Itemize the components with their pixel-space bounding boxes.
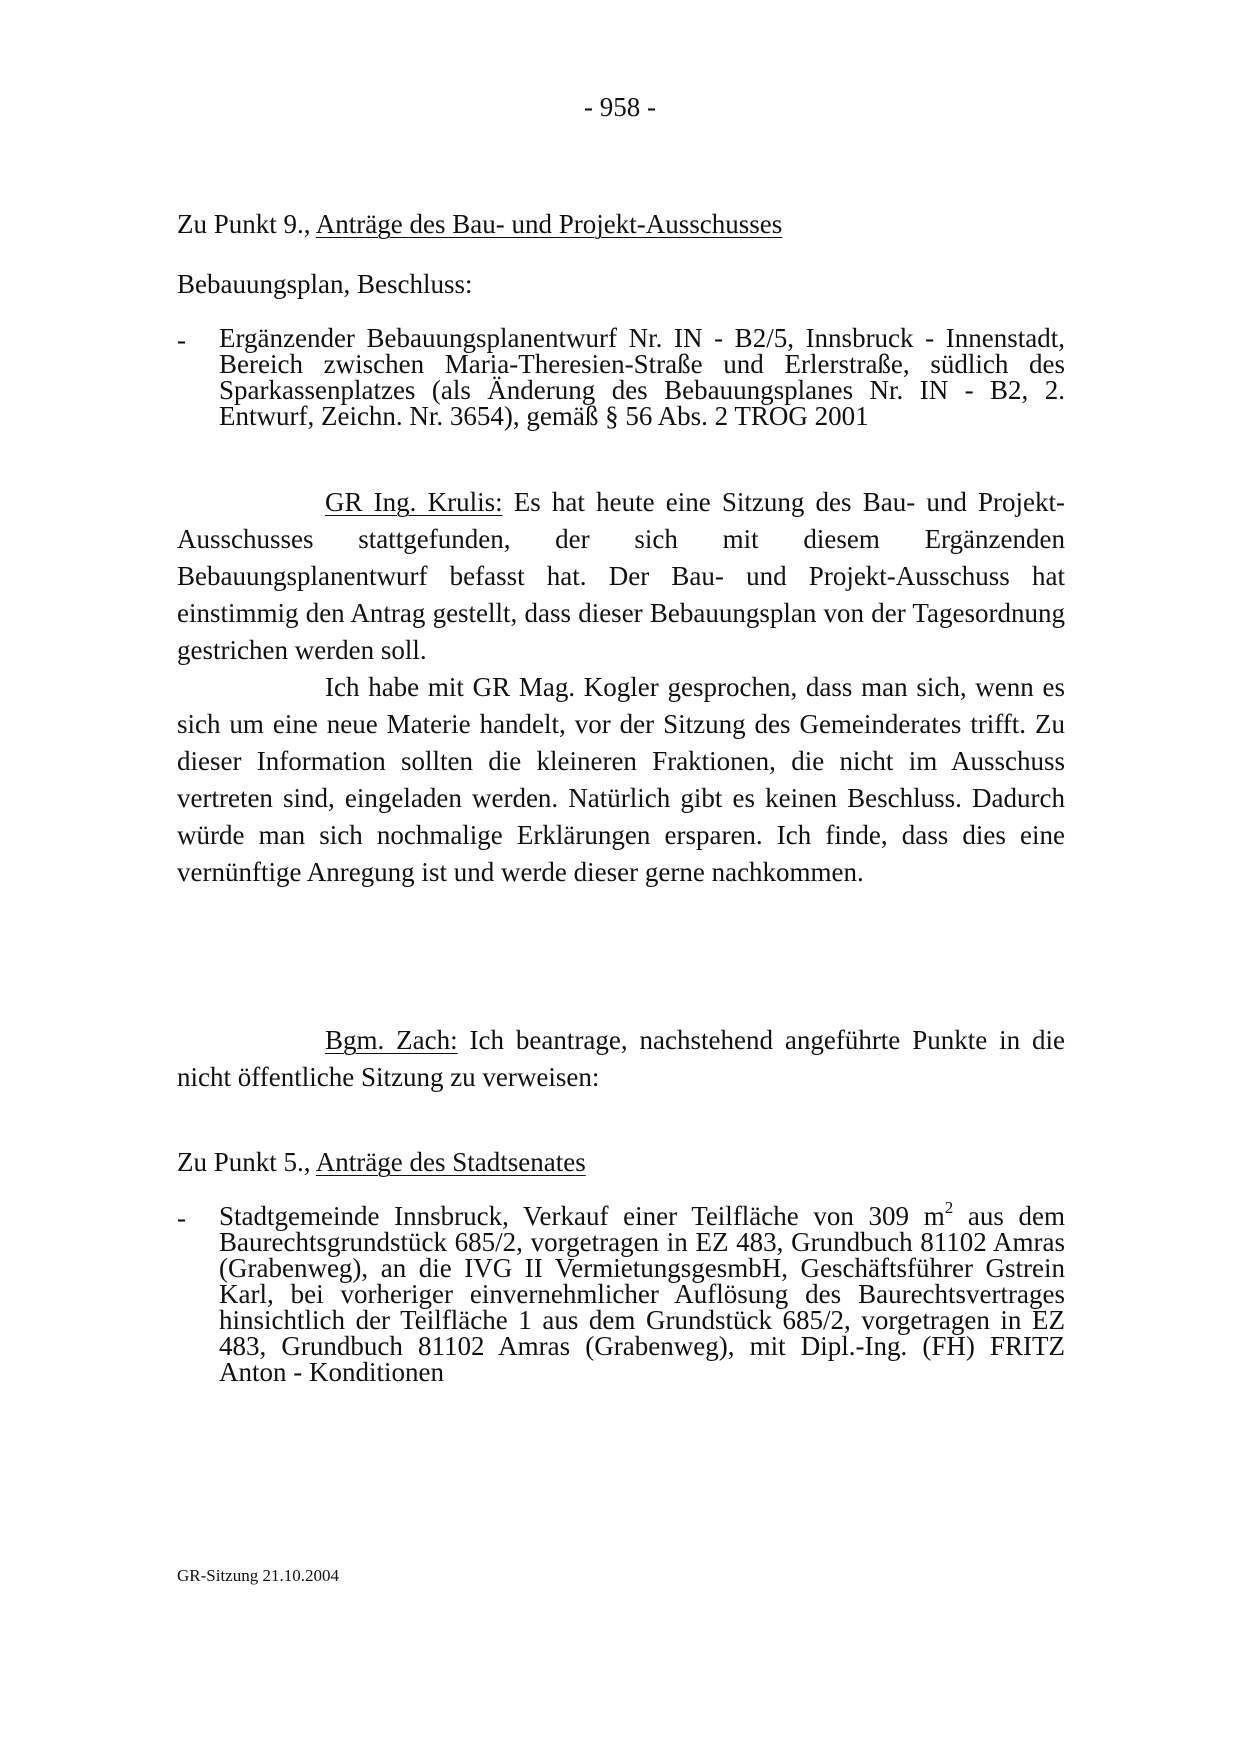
- speech-krulis-paragraph-2: [177, 669, 1065, 891]
- page-number: - 958 -: [584, 92, 656, 122]
- section-heading-punkt-5: [177, 1144, 586, 1180]
- superscript-2: 2: [944, 1198, 954, 1217]
- subheading-bebauungsplan: Bebauungsplan, Beschluss:: [177, 269, 473, 299]
- speaker-zach: Bgm. Zach:: [325, 1025, 458, 1055]
- bullet-text-part-a: Stadtgemeinde Innsbruck, Verkauf einer Teilfläche von 309 m: [219, 1201, 945, 1231]
- speech-zach-text: Ich beantrage, nachstehend angeführte Punkte in die nicht öffentliche Sitzung zu verweisen:: [177, 1025, 1065, 1092]
- speech-krulis-text: Es hat heute eine Sitzung des Bau- und Projekt-Ausschusses stattgefunden, der sich mit diesem Ergänzenden Bebauungsplanentwurf befasst hat. Der Bau- und Projekt-Ausschuss hat einstimmig den Antrag gestellt, dass dieser Bebauungsplan von der Tagesordnung gestrichen werden soll.: [177, 487, 1066, 665]
- bullet-dash: -: [177, 325, 186, 355]
- section-heading-punkt-9: [177, 206, 782, 242]
- speech-zach: [177, 1022, 1065, 1096]
- section-heading-title: Anträge des Bau- und Projekt-Ausschusses: [315, 209, 783, 239]
- speech-krulis-text-2: Ich habe mit GR Mag. Kogler gesprochen, dass man sich, wenn es sich um eine neue Materie handelt, vor der Sitzung des Gemeinderates trifft. Zu dieser Information sollten die kleineren Fraktionen, die nicht im Ausschuss vertreten sind, eingeladen werden. Natürlich gibt es keinen Beschluss. Dadurch würde man sich nochmalige Erklärungen ersparen. Ich finde, dass dies eine vernünftige Anregung ist und werde dieser gerne nachkommen.: [177, 672, 1065, 887]
- bullet-item-verkauf-teilflaeche: [177, 1198, 1065, 1387]
- section-heading-title: Anträge des Stadtsenates: [315, 1147, 586, 1177]
- footer-session-date: GR-Sitzung 21.10.2004: [177, 1566, 339, 1585]
- speech-krulis-paragraph-1: [177, 484, 1065, 669]
- bullet-text: Ergänzender Bebauungsplanentwurf Nr. IN - B2/5, Innsbruck - Innenstadt, Bereich zwischen Maria-Theresien-Straße und Erlerstraße, südlich des Sparkassenplatzes (als Änderung des Bebauungsplanes Nr. IN - B2, 2. Entwurf, Zeichn. Nr. 3654), gemäß § 56 Abs. 2 TROG 2001: [219, 323, 1065, 431]
- bullet-text-part-b: aus dem Baurechtsgrundstück 685/2, vorgetragen in EZ 483, Grundbuch 81102 Amras (Grabenweg), an die IVG II VermietungsgesmbH, Geschäftsführer Gstrein Karl, bei vorheriger einvernehmlicher Auflösung des Baurechtsvertrages hinsichtlich der Teilfläche 1 aus dem Grundstück 685/2, vorgetragen in EZ 483, Grundbuch 81102 Amras (Grabenweg), mit Dipl.-Ing. (FH) FRITZ Anton - Konditionen: [219, 1201, 1065, 1387]
- section-heading-prefix: Zu Punkt 9.,: [177, 209, 316, 239]
- speaker-krulis: GR Ing. Krulis:: [325, 487, 503, 517]
- bullet-item-bebauungsplanentwurf: [177, 325, 1065, 429]
- section-heading-prefix: Zu Punkt 5.,: [177, 1147, 316, 1177]
- bullet-dash: -: [177, 1203, 186, 1233]
- bullet-text: [219, 1198, 1065, 1387]
